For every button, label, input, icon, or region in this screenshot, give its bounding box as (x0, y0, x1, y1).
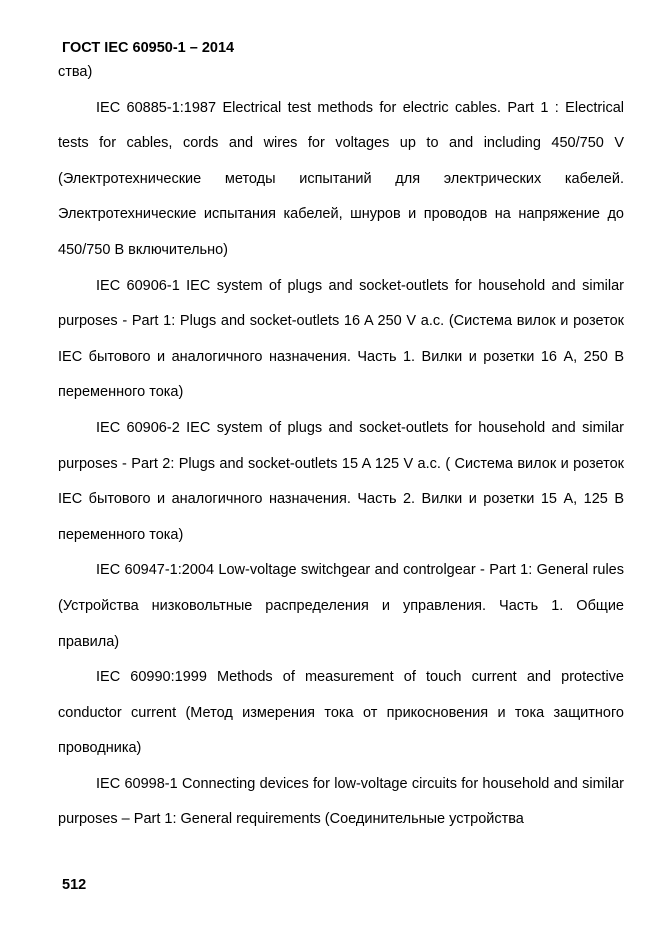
paragraph-iec-60947-1: IEC 60947-1:2004 Low-voltage switchgear and controlgear - Part 1: General rules (Устройства низковольтные распределения и управления. Часть 1. Общие правила) (58, 562, 624, 650)
paragraph-iec-60998-1: IEC 60998-1 Connecting devices for low-voltage circuits for household and similar purposes – Part 1: General requirements (Соединительные устройства (58, 775, 624, 828)
page-number: 512 (62, 877, 87, 893)
paragraph-iec-60906-2: IEC 60906-2 IEC system of plugs and socket-outlets for household and similar purposes - Part 2: Plugs and socket-outlets 15 A 125 V a.c. ( Система вилок и розеток IEC бытового и аналогичного назначения. Часть 2. Вилки и розетки 15 А, 125 В переменного тока) (58, 419, 624, 543)
paragraph-continuation: ства) (58, 64, 93, 80)
document-header: ГОСТ IEC 60950-1 – 2014 (62, 40, 235, 56)
paragraph-iec-60906-1: IEC 60906-1 IEC system of plugs and socket-outlets for household and similar purposes - Part 1: Plugs and socket-outlets 16 A 250 V a.c. (Система вилок и розеток IEC бытового и аналогичного назначения. Часть 1. Вилки и розетки 16 А, 250 В переменного тока) (58, 277, 624, 401)
paragraph-iec-60885-1: IEC 60885-1:1987 Electrical test methods for electric cables. Part 1 : Electrical tests for cables, cords and wires for voltages up to and including 450/750 V (Электротехнические методы испытаний для электрических кабелей. Электротехнические испытания кабелей, шнуров и проводов на напряжение до 450/750 В включительно) (58, 99, 624, 258)
paragraph-iec-60990: IEC 60990:1999 Methods of measurement of touch current and protective conductor current (Метод измерения тока от прикосновения и тока защитного проводника) (58, 669, 624, 757)
document-body (58, 55, 624, 838)
